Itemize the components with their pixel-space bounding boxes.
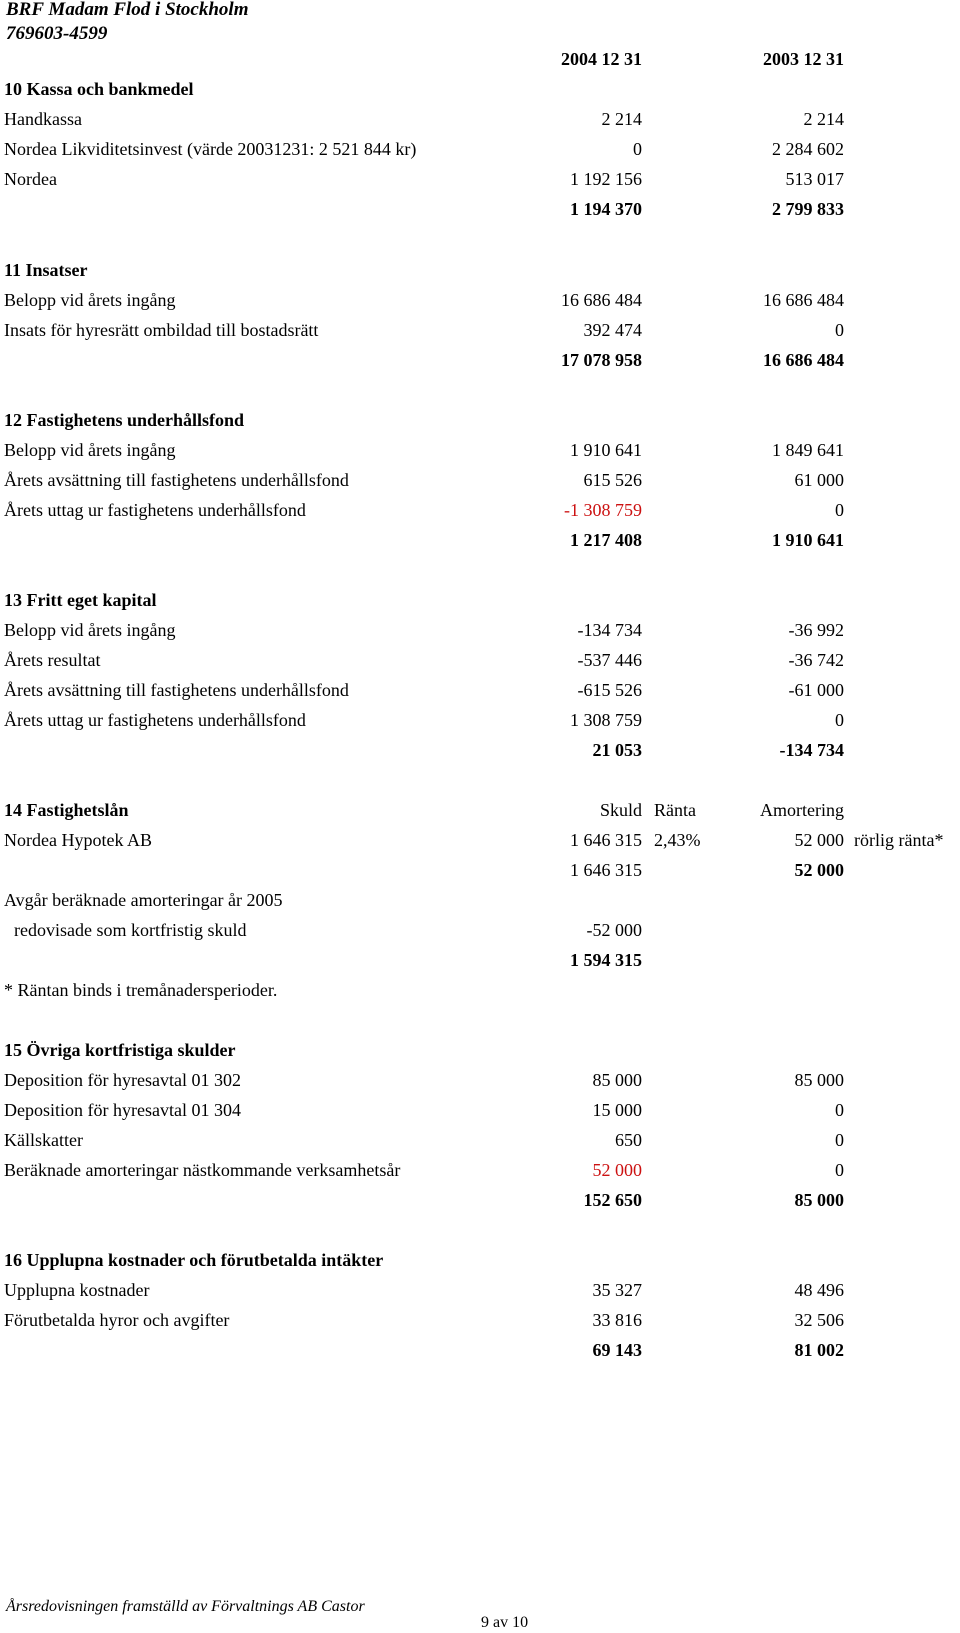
row-label: Årets uttag ur fastighetens underhållsfond xyxy=(4,500,306,520)
value-2004: -134 734 xyxy=(577,620,642,640)
value-2003: 0 xyxy=(835,320,844,340)
table-row xyxy=(0,137,960,161)
sum-debt: 1 646 315 xyxy=(570,860,642,880)
row-label: Källskatter xyxy=(4,1130,83,1150)
table-row xyxy=(0,828,960,852)
net-debt: 1 594 315 xyxy=(570,950,642,970)
total-row xyxy=(0,528,960,552)
total-row xyxy=(0,948,960,972)
sum-row xyxy=(0,858,960,882)
value-2004: 2 214 xyxy=(601,109,642,129)
table-row xyxy=(0,1098,960,1122)
value-2004: -537 446 xyxy=(577,650,642,670)
org-number: 769603-4599 xyxy=(6,23,108,44)
column-ranta: Ränta xyxy=(654,800,696,820)
value-2004: -1 308 759 xyxy=(564,500,642,520)
total-2003: 81 002 xyxy=(794,1340,844,1360)
section-title: 16 Upplupna kostnader och förutbetalda intäkter xyxy=(4,1250,384,1270)
value-2004: 1 192 156 xyxy=(570,169,642,189)
table-row xyxy=(0,498,960,522)
total-row xyxy=(0,1188,960,1212)
row-label: Insats för hyresrätt ombildad till bostadsrätt xyxy=(4,320,319,340)
footnote: * Räntan binds i tremånadersperioder. xyxy=(4,980,278,1000)
row-label: Nordea xyxy=(4,169,57,189)
total-2003: -134 734 xyxy=(779,740,844,760)
value-2003: -36 742 xyxy=(788,650,844,670)
total-row xyxy=(0,1338,960,1362)
row-label: Beräknade amorteringar nästkommande verksamhetsår xyxy=(4,1160,401,1180)
rate-note: rörlig ränta* xyxy=(854,830,944,850)
total-2004: 17 078 958 xyxy=(561,350,642,370)
total-2004: 1 217 408 xyxy=(570,530,642,550)
value-2003: 0 xyxy=(835,500,844,520)
loan-debt: 1 646 315 xyxy=(570,830,642,850)
value-2004: 0 xyxy=(633,139,642,159)
value-2003: 0 xyxy=(835,710,844,730)
row-label: Förutbetalda hyror och avgifter xyxy=(4,1310,230,1330)
row-label: Årets uttag ur fastighetens underhållsfond xyxy=(4,710,306,730)
table-row xyxy=(0,708,960,732)
value-2004: 52 000 xyxy=(592,1160,642,1180)
row-label: Deposition för hyresavtal 01 304 xyxy=(4,1100,241,1120)
total-row xyxy=(0,348,960,372)
row-label: Avgår beräknade amorteringar år 2005 xyxy=(4,890,283,910)
value-2004: 16 686 484 xyxy=(561,290,642,310)
value-2003: -61 000 xyxy=(788,680,844,700)
loan-amortization: 52 000 xyxy=(794,830,844,850)
section-title: 12 Fastighetens underhållsfond xyxy=(4,410,245,430)
total-2003: 1 910 641 xyxy=(772,530,844,550)
table-row xyxy=(0,1128,960,1152)
page-number: 9 av 10 xyxy=(481,1614,529,1631)
row-label: Årets resultat xyxy=(4,650,101,670)
column-year-2004: 2004 12 31 xyxy=(561,49,642,69)
value-2003: -36 992 xyxy=(788,620,844,640)
row-label: Upplupna kostnader xyxy=(4,1280,150,1300)
value-2004: 650 xyxy=(615,1130,642,1150)
value-2003: 32 506 xyxy=(794,1310,844,1330)
value-2003: 513 017 xyxy=(785,169,844,189)
sum-amortization: 52 000 xyxy=(794,860,844,880)
table-row xyxy=(0,1278,960,1302)
row-label: Deposition för hyresavtal 01 302 xyxy=(4,1070,241,1090)
total-2003: 16 686 484 xyxy=(763,350,844,370)
total-2004: 1 194 370 xyxy=(570,199,642,219)
value-2003: 2 214 xyxy=(803,109,844,129)
value-2004: 15 000 xyxy=(592,1100,642,1120)
value-2003: 0 xyxy=(835,1160,844,1180)
value-2003: 0 xyxy=(835,1100,844,1120)
table-row xyxy=(0,648,960,672)
value-2003: 0 xyxy=(835,1130,844,1150)
table-row xyxy=(0,1158,960,1182)
section-title: 15 Övriga kortfristiga skulder xyxy=(4,1040,236,1060)
loan-header-row xyxy=(0,798,960,822)
value-2004: 85 000 xyxy=(592,1070,642,1090)
row-label: redovisade som kortfristig skuld xyxy=(14,920,247,940)
table-row xyxy=(0,888,960,912)
value-2004: 1 910 641 xyxy=(570,440,642,460)
row-label: Årets avsättning till fastighetens underhållsfond xyxy=(4,470,349,490)
table-row xyxy=(0,918,960,942)
value-2004: 1 308 759 xyxy=(570,710,642,730)
table-row xyxy=(0,318,960,342)
value-2003: 1 849 641 xyxy=(772,440,844,460)
footnote-row xyxy=(0,978,960,1002)
table-row xyxy=(0,107,960,131)
row-label: Årets avsättning till fastighetens underhållsfond xyxy=(4,680,349,700)
section-title: 10 Kassa och bankmedel xyxy=(4,79,194,99)
row-label: Belopp vid årets ingång xyxy=(4,440,176,460)
total-2004: 152 650 xyxy=(583,1190,642,1210)
value-2003: 48 496 xyxy=(794,1280,844,1300)
column-year-2003: 2003 12 31 xyxy=(763,49,844,69)
value-2003: 85 000 xyxy=(794,1070,844,1090)
value-2004: -52 000 xyxy=(586,920,642,940)
row-label: Belopp vid årets ingång xyxy=(4,620,176,640)
value-2004: 35 327 xyxy=(592,1280,642,1300)
column-header-row xyxy=(0,47,960,71)
row-label: Nordea Likviditetsinvest (värde 20031231: 2 521 844 kr) xyxy=(4,139,417,159)
value-2004: 33 816 xyxy=(592,1310,642,1330)
table-row xyxy=(0,288,960,312)
table-row xyxy=(0,167,960,191)
total-2004: 21 053 xyxy=(592,740,642,760)
table-row xyxy=(0,1308,960,1332)
section-title: 13 Fritt eget kapital xyxy=(4,590,157,610)
table-row xyxy=(0,678,960,702)
total-2003: 85 000 xyxy=(794,1190,844,1210)
table-row xyxy=(0,438,960,462)
total-row xyxy=(0,738,960,762)
total-row xyxy=(0,197,960,221)
row-label: Handkassa xyxy=(4,109,82,129)
row-label: Belopp vid årets ingång xyxy=(4,290,176,310)
value-2003: 16 686 484 xyxy=(763,290,844,310)
value-2003: 2 284 602 xyxy=(772,139,844,159)
value-2004: 392 474 xyxy=(583,320,642,340)
value-2004: 615 526 xyxy=(583,470,642,490)
column-amortering: Amortering xyxy=(760,800,844,820)
total-2003: 2 799 833 xyxy=(772,199,844,219)
total-2004: 69 143 xyxy=(592,1340,642,1360)
table-row xyxy=(0,468,960,492)
column-skuld: Skuld xyxy=(599,800,642,820)
company-name: BRF Madam Flod i Stockholm xyxy=(6,0,249,20)
loan-rate: 2,43% xyxy=(654,830,701,850)
table-row xyxy=(0,618,960,642)
footer-text: Årsredovisningen framställd av Förvaltnings AB Castor xyxy=(6,1598,365,1615)
value-2004: -615 526 xyxy=(577,680,642,700)
section-title: 14 Fastighetslån xyxy=(4,800,129,820)
table-row xyxy=(0,1068,960,1092)
row-label: Nordea Hypotek AB xyxy=(4,830,152,850)
section-title: 11 Insatser xyxy=(4,260,88,280)
value-2003: 61 000 xyxy=(794,470,844,490)
